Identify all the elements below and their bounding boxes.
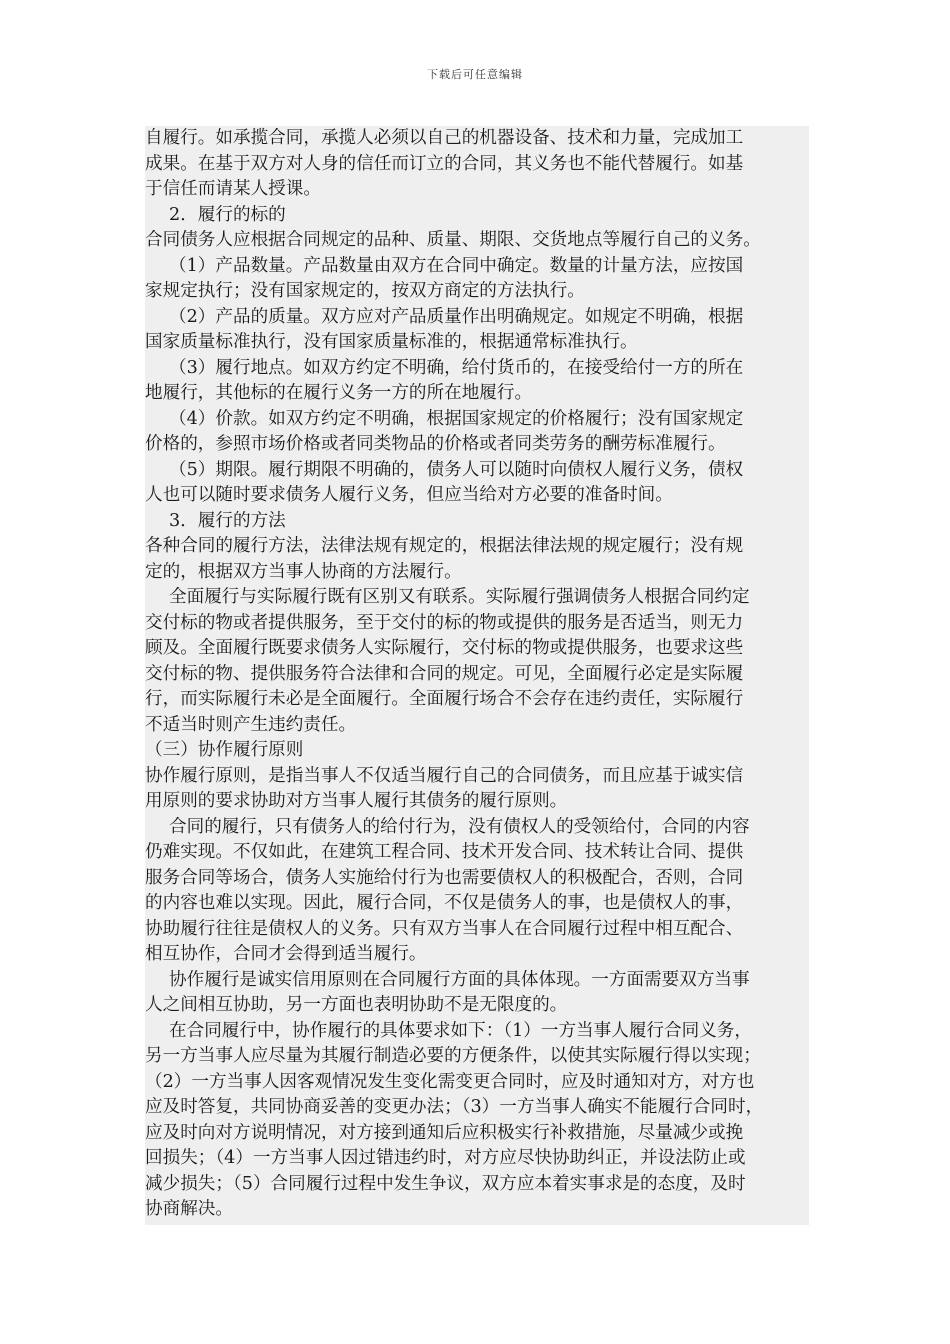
text-line: 减少损失；（5）合同履行过程中发生争议，双方应本着实事求是的态度，及时 <box>145 1173 746 1194</box>
text-line: 国家质量标准执行，没有国家质量标准的，根据通常标准执行。 <box>145 332 638 352</box>
text-line: 全面履行与实际履行既有区别又有联系。实际履行强调债务人根据合同约定 <box>169 587 750 607</box>
text-line: 在合同履行中，协作履行的具体要求如下：（1）一方当事人履行合同义务， <box>169 1020 752 1041</box>
text-line: 交付标的物或者提供服务，至于交付的标的物或提供的服务是否适当，则无力 <box>145 612 744 633</box>
text-line: 应及时答复，共同协商妥善的变更办法；（3）一方当事人确实不能履行合同时， <box>145 1097 764 1117</box>
text-line: 回损失；（4）一方当事人因过错违约时，对方应尽快协助纠正，并设法防止或 <box>145 1148 746 1168</box>
text-line: 交付标的物、提供服务符合法律和合同的规定。可见，全面履行必定是实际履 <box>145 663 744 684</box>
text-line: 成果。在基于双方对人身的信任而订立的合同，其义务也不能代替履行。如基 <box>145 153 744 174</box>
text-line: 协商解决。 <box>145 1199 233 1219</box>
text-line: 合同债务人应根据合同规定的品种、质量、期限、交货地点等履行自己的义务。 <box>145 230 761 250</box>
text-line: 协助履行往往是债权人的义务。只有双方当事人在合同履行过程中相互配合、 <box>145 918 744 939</box>
text-line: （4）价款。如双方约定不明确，根据国家规定的价格履行；没有国家规定 <box>169 408 744 429</box>
text-line: （2）产品的质量。双方应对产品质量作出明确规定。如规定不明确，根据 <box>169 306 744 327</box>
text-line: 仍难实现。不仅如此，在建筑工程合同、技术开发合同、技术转让合同、提供 <box>145 842 744 862</box>
document-body <box>145 126 809 1225</box>
text-line: 服务合同等场合，债务人实施给付行为也需要债权人的积极配合，否则，合同 <box>145 867 744 888</box>
text-line: 另一方当事人应尽量为其履行制造必要的方便条件，以使其实际履行得以实现； <box>145 1046 761 1066</box>
text-line: 人也可以随时要求债务人履行义务，但应当给对方必要的准备时间。 <box>145 485 673 505</box>
text-line: 自履行。如承揽合同，承揽人必须以自己的机器设备、技术和力量，完成加工 <box>145 128 744 148</box>
text-line: （2）一方当事人因客观情况发生变化需变更合同时，应及时通知对方，对方也 <box>145 1071 755 1092</box>
text-line: 顾及。全面履行既要求债务人实际履行，交付标的物或提供服务，也要求这些 <box>145 638 744 658</box>
text-line: 人之间相互协助，另一方面也表明协助不是无限度的。 <box>145 995 568 1015</box>
text-line: 不适当时则产生违约责任。 <box>145 714 357 735</box>
text-line: 定的，根据双方当事人协商的方法履行。 <box>145 561 462 582</box>
text-line: 应及时向对方说明情况，对方接到通知后应积极实行补救措施，尽量减少或挽 <box>145 1122 744 1143</box>
text-line: （三）协作履行原则 <box>145 740 304 760</box>
text-line: 于信任而请某人授课。 <box>145 179 321 199</box>
text-line: 各种合同的履行方法，法律法规有规定的，根据法律法规的规定履行；没有规 <box>145 536 744 556</box>
text-line: 的内容也难以实现。因此，履行合同，不仅是债务人的事，也是债权人的事， <box>145 893 744 913</box>
text-line: 地履行，其他标的在履行义务一方的所在地履行。 <box>145 383 533 403</box>
text-line: （1）产品数量。产品数量由双方在合同中确定。数量的计量方法，应按国 <box>169 255 744 276</box>
text-line: 相互协作，合同才会得到适当履行。 <box>145 944 427 964</box>
text-line: 价格的，参照市场价格或者同类物品的价格或者同类劳务的酬劳标准履行。 <box>145 434 726 454</box>
text-line: 协作履行是诚实信用原则在合同履行方面的具体体现。一方面需要双方当事 <box>169 969 750 990</box>
text-line: 家规定执行；没有国家规定的，按双方商定的方法执行。 <box>145 281 585 301</box>
text-line: 合同的履行，只有债务人的给付行为，没有债权人的受领给付，合同的内容 <box>169 816 750 837</box>
text-line: 协作履行原则，是指当事人不仅适当履行自己的合同债务，而且应基于诚实信 <box>145 765 744 786</box>
text-line: 2．履行的标的 <box>169 204 286 225</box>
text-line: 3．履行的方法 <box>169 510 286 531</box>
text-line: （3）履行地点。如双方约定不明确，给付货币的，在接受给付一方的所在 <box>169 357 744 378</box>
text-line: 用原则的要求协助对方当事人履行其债务的履行原则。 <box>145 791 568 811</box>
text-line: （5）期限。履行期限不明确的，债务人可以随时向债权人履行义务，债权 <box>169 459 744 480</box>
page-header: 下载后可任意编辑 <box>427 68 523 81</box>
text-line: 行，而实际履行未必是全面履行。全面履行场合不会存在违约责任，实际履行 <box>145 689 744 709</box>
